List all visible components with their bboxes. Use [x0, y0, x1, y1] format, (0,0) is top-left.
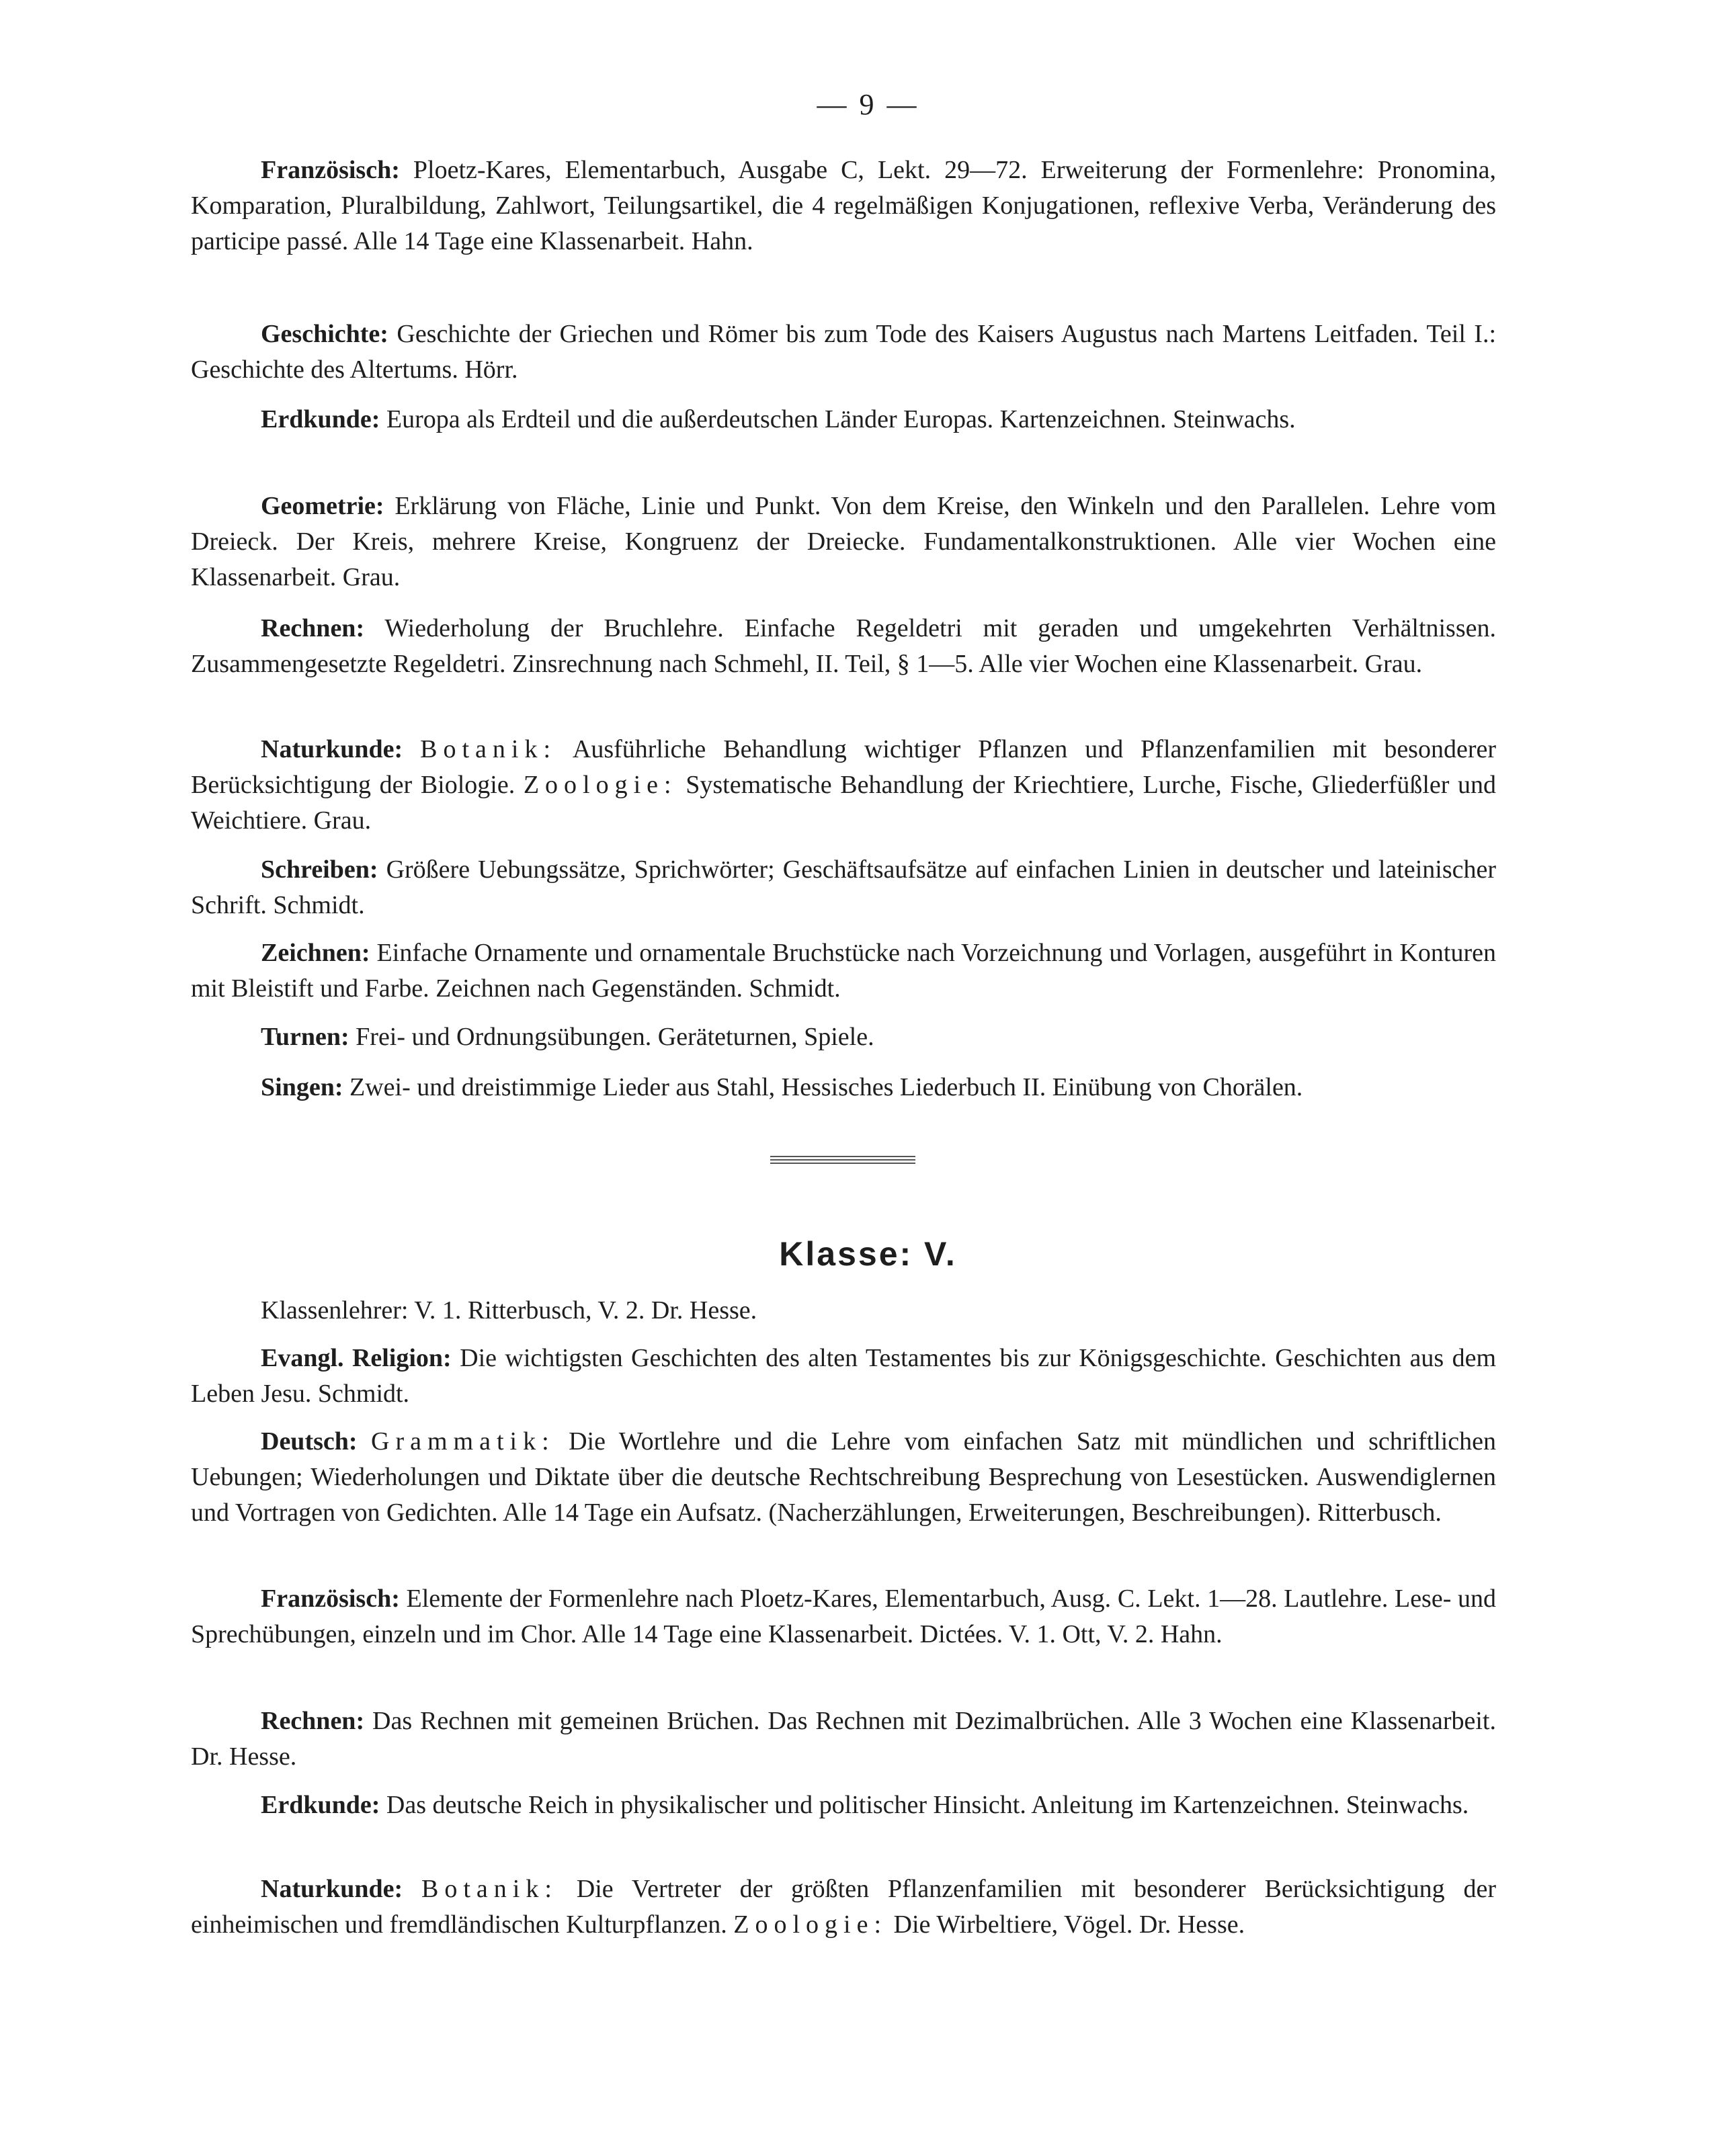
- topic-label: Botanik:: [421, 1875, 558, 1903]
- entry-schreiben: [191, 852, 1496, 923]
- entry-text: Die Vertreter der größten Pflanzenfamilien mit besonderer Berücksichtigung der einheimischen und fremdländischen Kulturpflanzen.: [191, 1875, 1496, 1939]
- entry-geometrie: [191, 489, 1496, 595]
- entry-singen: [191, 1070, 1496, 1105]
- subject-label: Deutsch:: [261, 1427, 358, 1456]
- entry-text: Ausführliche Behandlung wichtiger Pflanzen und Pflanzenfamilien mit besonderer Berücksichtigung der Biologie.: [191, 735, 1497, 799]
- entry-text: Das deutsche Reich in physikalischer und politischer Hinsicht. Anleitung im Kartenzeichnen. Steinwachs.: [386, 1791, 1469, 1819]
- subject-label: Rechnen:: [261, 1707, 365, 1735]
- entry-franzoesisch: [191, 153, 1496, 259]
- entry-text: Wiederholung der Bruchlehre. Einfache Regeldetri mit geraden und umgekehrten Verhältnissen. Zusammengesetzte Regeldetri. Zinsrechnung nach Schmehl, II. Teil, § 1—5. Alle vier Wochen eine Klassenarbeit. Grau.: [191, 614, 1496, 678]
- entry-religion: [191, 1341, 1496, 1412]
- teachers-label: Klassenlehrer:: [261, 1296, 409, 1324]
- subject-label: Naturkunde:: [261, 1875, 403, 1903]
- entry-text: Ploetz-Kares, Elementarbuch, Ausgabe C, Lekt. 29—72. Erweiterung der Formenlehre: Pronomina, Komparation, Pluralbildung, Zahlwort, Teilungsartikel, die 4 regelmäßigen Konjugationen, reflexive Verba, Veränderung des participe passé. Alle 14 Tage eine Klassenarbeit. Hahn.: [191, 156, 1497, 255]
- topic-label: Zoologie:: [733, 1910, 888, 1939]
- entry-turnen: [191, 1019, 1496, 1055]
- subject-label: Geschichte:: [261, 320, 388, 348]
- topic-label: Zoologie:: [523, 771, 677, 799]
- entry-naturkunde-v: [191, 1871, 1496, 1943]
- teachers-text: V. 1. Ritterbusch, V. 2. Dr. Hesse.: [414, 1296, 757, 1324]
- entry-erdkunde: [191, 402, 1496, 437]
- subject-label: Singen:: [261, 1073, 343, 1101]
- class-heading: Klasse: V.: [779, 1235, 957, 1273]
- entry-text: Europa als Erdteil und die außerdeutschen Länder Europas. Kartenzeichnen. Steinwachs.: [386, 405, 1296, 433]
- entry-text: Das Rechnen mit gemeinen Brüchen. Das Rechnen mit Dezimalbrüchen. Alle 3 Wochen eine Klassenarbeit. Dr. Hesse.: [191, 1707, 1496, 1771]
- entry-text: Geschichte der Griechen und Römer bis zum Tode des Kaisers Augustus nach Martens Leitfaden. Teil I.: Geschichte des Altertums. Hörr.: [191, 320, 1497, 384]
- entry-rechnen: [191, 611, 1496, 682]
- entry-erdkunde-v: [191, 1787, 1496, 1823]
- subject-label: Evangl. Religion:: [261, 1344, 452, 1372]
- subject-label: Rechnen:: [261, 614, 365, 642]
- topic-label: Botanik:: [420, 735, 557, 763]
- subject-label: Geometrie:: [261, 492, 384, 520]
- entry-text: Die wichtigsten Geschichten des alten Testamentes bis zur Königsgeschichte. Geschichten aus dem Leben Jesu. Schmidt.: [191, 1344, 1497, 1408]
- page-number: — 9 —: [817, 88, 919, 121]
- entry-text: Zwei- und dreistimmige Lieder aus Stahl, Hessisches Liederbuch II. Einübung von Chorälen.: [349, 1073, 1303, 1101]
- subject-label: Erdkunde:: [261, 1791, 380, 1819]
- entry-text: Systematische Behandlung der Kriechtiere, Lurche, Fische, Gliederfüßler und Weichtiere. Grau.: [191, 771, 1497, 835]
- entry-text: Die Wirbeltiere, Vögel. Dr. Hesse.: [893, 1910, 1245, 1939]
- entry-text: Die Wortlehre und die Lehre vom einfachen Satz mit mündlichen und schriftlichen Uebungen; Wiederholungen und Diktate über die deutsche Rechtschreibung Besprechung von Lesestücken. Auswendiglernen und Vortragen von Gedichten. Alle 14 Tage ein Aufsatz. (Nacherzählungen, Erweiterungen, Beschreibungen). Ritterbusch.: [191, 1427, 1497, 1527]
- subject-label: Französisch:: [261, 156, 400, 184]
- subject-label: Zeichnen:: [261, 939, 370, 967]
- section-divider: [770, 1156, 915, 1165]
- divider-rule: [770, 1163, 915, 1164]
- topic-label: Grammatik:: [371, 1427, 555, 1456]
- entry-text: Erklärung von Fläche, Linie und Punkt. Von dem Kreise, den Winkeln und den Parallelen. Lehre vom Dreieck. Der Kreis, mehrere Kreise, Kongruenz der Dreiecke. Fundamentalkonstruktionen. Alle vier Wochen eine Klassenarbeit. Grau.: [191, 492, 1497, 591]
- subject-label: Turnen:: [261, 1023, 349, 1051]
- entry-rechnen-v: [191, 1704, 1496, 1775]
- subject-label: Schreiben:: [261, 855, 378, 884]
- divider-rule: [770, 1156, 915, 1157]
- entry-zeichnen: [191, 935, 1496, 1007]
- entry-text: Frei- und Ordnungsübungen. Geräteturnen, Spiele.: [356, 1023, 874, 1051]
- entry-text: Einfache Ornamente und ornamentale Bruchstücke nach Vorzeichnung und Vorlagen, ausgeführt in Konturen mit Bleistift und Farbe. Zeichnen nach Gegenständen. Schmidt.: [191, 939, 1496, 1003]
- entry-naturkunde: [191, 732, 1496, 839]
- subject-label: Erdkunde:: [261, 405, 380, 433]
- class-teachers: [191, 1293, 1496, 1329]
- entry-deutsch: [191, 1424, 1496, 1531]
- subject-label: Französisch:: [261, 1585, 400, 1613]
- entry-text: Größere Uebungssätze, Sprichwörter; Geschäftsaufsätze auf einfachen Linien in deutscher und lateinischer Schrift. Schmidt.: [191, 855, 1496, 919]
- divider-rule: [770, 1159, 915, 1161]
- entry-geschichte: [191, 317, 1496, 388]
- entry-franzoesisch-v: [191, 1581, 1496, 1652]
- subject-label: Naturkunde:: [261, 735, 403, 763]
- entry-text: Elemente der Formenlehre nach Ploetz-Kares, Elementarbuch, Ausg. C. Lekt. 1—28. Lautlehre. Lese- und Sprechübungen, einzeln und im Chor. Alle 14 Tage eine Klassenarbeit. Dictées. V. 1. Ott, V. 2. Hahn.: [191, 1585, 1497, 1648]
